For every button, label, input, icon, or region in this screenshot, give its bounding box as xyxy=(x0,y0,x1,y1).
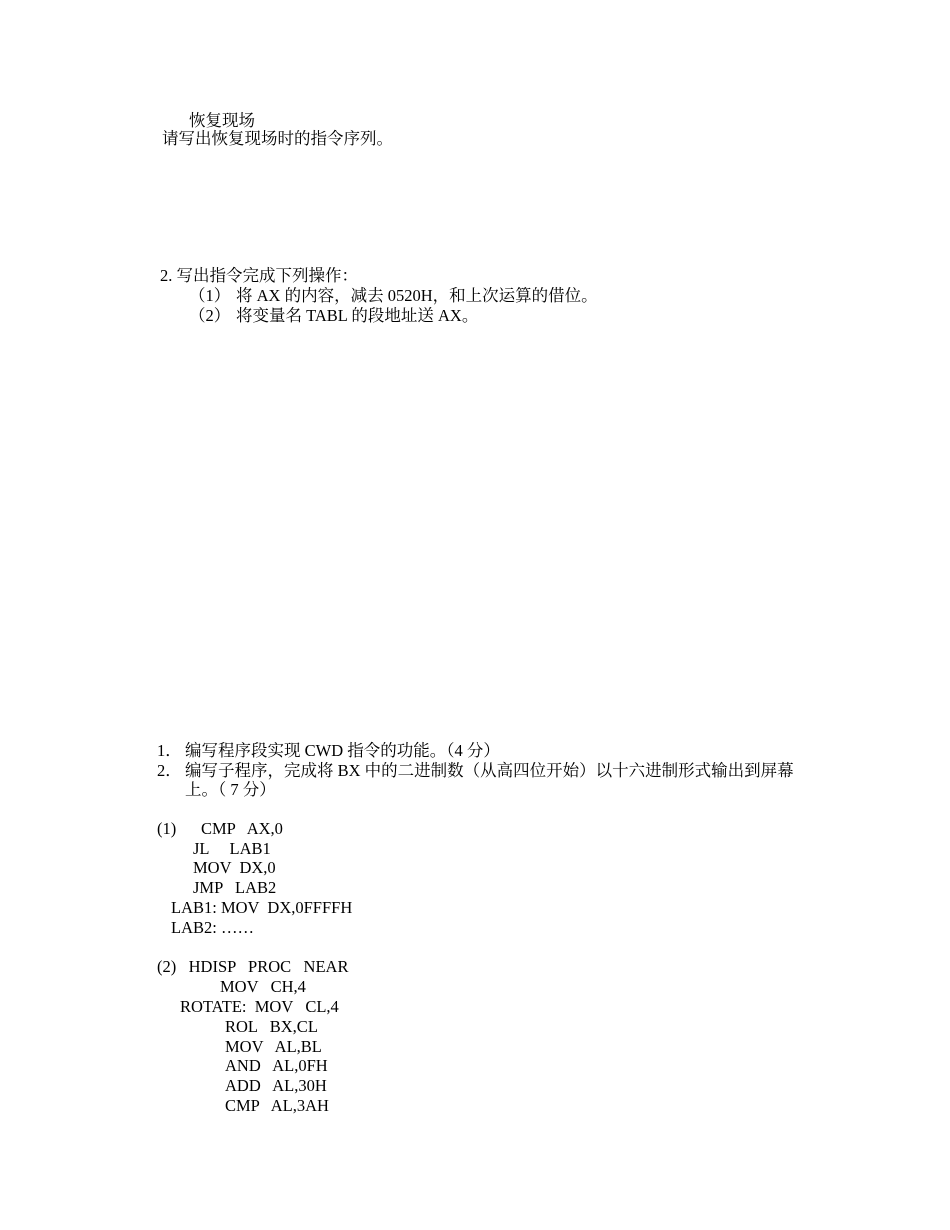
code-line: (1) CMP AX,0 xyxy=(157,819,283,838)
code-line: LAB2: …… xyxy=(171,918,254,937)
code-line: ROL BX,CL xyxy=(225,1017,318,1036)
restore-heading: 恢复现场 xyxy=(189,111,255,130)
programming-item-text: 编写程序段实现 CWD 指令的功能。（4 分） xyxy=(185,741,500,760)
code-line: ADD AL,30H xyxy=(225,1076,327,1095)
code-line: MOV CH,4 xyxy=(220,977,306,996)
code-line: MOV DX,0 xyxy=(193,858,276,877)
programming-item-text: 编写子程序，完成将 BX 中的二进制数（从高四位开始）以十六进制形式输出到屏幕 xyxy=(185,761,794,780)
code-line: CMP AL,3AH xyxy=(225,1096,329,1115)
code-line: ROTATE: MOV CL,4 xyxy=(180,997,339,1016)
code-line: (2) HDISP PROC NEAR xyxy=(157,957,349,976)
question2-title: 2. 写出指令完成下列操作： xyxy=(160,266,358,285)
code-line: MOV AL,BL xyxy=(225,1037,322,1056)
code-line: JL LAB1 xyxy=(193,839,271,858)
code-line: LAB1: MOV DX,0FFFFH xyxy=(171,898,353,917)
question2-item-text: 将变量名 TABL 的段地址送 AX。 xyxy=(236,306,479,325)
question2-item-num: （2） xyxy=(189,306,231,325)
programming-item-num: 2． xyxy=(157,761,182,780)
question2-item-num: （1） xyxy=(189,286,231,305)
restore-prompt: 请写出恢复现场时的指令序列。 xyxy=(162,129,393,148)
question2-item-text: 将 AX 的内容，减去 0520H，和上次运算的借位。 xyxy=(236,286,598,305)
code-line: JMP LAB2 xyxy=(193,878,277,897)
programming-item-continuation: 上。（ 7 分） xyxy=(185,780,276,799)
code-line: AND AL,0FH xyxy=(225,1056,328,1075)
programming-item-num: 1． xyxy=(157,741,182,760)
